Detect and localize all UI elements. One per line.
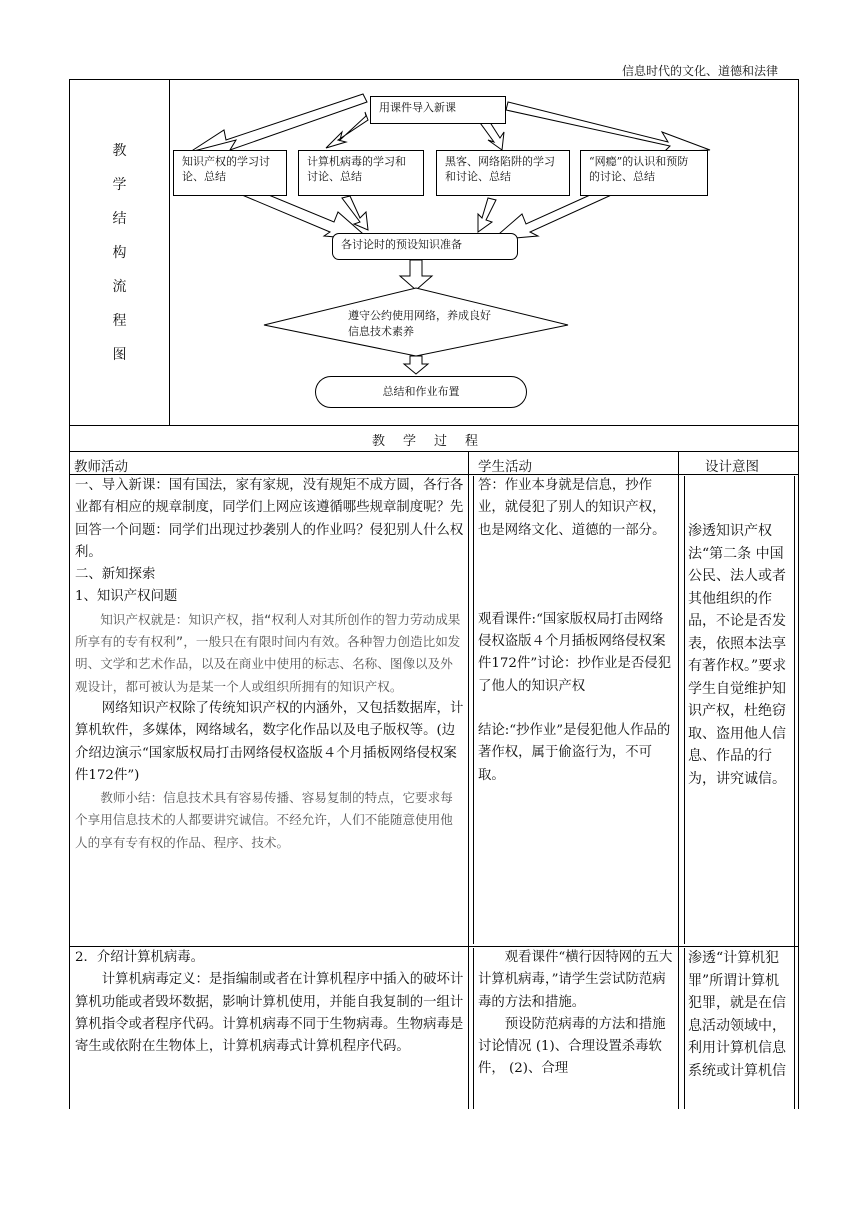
paragraph: 渗透知识产权法“第二条 中国公民、法人或者其他组织的作品，不论是否发表，依照本法享有著作权。”要求学生自觉维护知识产权，杜绝窃取、盗用他人信息、作品的行为，讲究诚信。 (688, 523, 787, 787)
row1-design (688, 520, 792, 940)
paragraph: 观看课件“横行因特网的五大计算机病毒，”请学生尝试防范病毒的方法和措施。 (478, 950, 673, 1010)
paragraph: 观看课件:“国家版权局打击网络侵权盗版４个月插板网络侵权案件172件”讨论：抄作业是否侵犯了他人的知识产权 (478, 611, 672, 694)
arrow-shape (478, 198, 496, 232)
addiction-box: “网瘾”的认识和预防的讨论、总结 (580, 150, 708, 196)
flow-diagram (170, 80, 798, 425)
paragraph: 一、导入新课：国有国法，家有家规，没有规矩不成方圆，各行各业都有相应的规章制度，同学们上网应该遵循哪些规章制度呢？先回答一个问题：同学们出现过抄袭别人的作业吗？侵犯别人什么权利。 (75, 478, 464, 560)
col-design: 设计意图 (705, 459, 759, 475)
label-char: 流 (112, 278, 127, 295)
row1-student (478, 475, 676, 945)
divider (684, 948, 685, 1109)
paragraph: 知识产权就是：知识产权，指“权利人对其所创作的智力劳动成果所享有的专有权利”，一般只在有限时间内有效。各种智力创造比如发明、文学和艺术作品，以及在商业中使用的标志、名称、图像以及外观设计，都可被认为是某一个人或组织所拥有的知识产权。 (75, 611, 461, 694)
summary-box: 总结和作业布置 (315, 376, 527, 408)
ip-box: 知识产权的学习讨论、总结 (173, 150, 287, 196)
col-student: 学生活动 (478, 459, 532, 475)
paragraph: 教师小结：信息技术具有容易传播、容易复制的特点，它要求每个享用信息技术的人都要讲究诚信。不经允许，人们不能随意使用他人的享有专有权的作品、程序、技术。 (75, 790, 453, 850)
paragraph: 计算机病毒定义：是指编制或者在计算机程序中插入的破坏计算机功能或者毁坏数据，影响计算机使用，并能自我复制的一组计算机指令或者程序代码。计算机病毒不同于生物病毒。生物病毒是寄生或依附在生物体上，计算机病毒式计算机程序代码。 (75, 972, 464, 1055)
arrow-shape (506, 102, 710, 152)
divider (684, 476, 685, 944)
virus-box: 计算机病毒的学习和讨论、总结 (298, 150, 424, 196)
arrow-shape (400, 260, 432, 290)
page-header: 信息时代的文化、道德和法律 (621, 64, 778, 78)
intro-box: 用课件导入新课 (370, 96, 506, 124)
paragraph: 结论:“抄作业”是侵犯他人作品的著作权，属于偷盗行为，不可取。 (478, 723, 671, 783)
arrow-shape (404, 356, 428, 374)
divider (794, 476, 795, 1109)
row2-student (478, 947, 676, 1107)
diamond-text: 遵守公约使用网络，养成良好信息技术素养 (348, 309, 491, 338)
paragraph: 预设防范病毒的方法和措施讨论情况 (1)、合理设置杀毒软件， (2)、合理 (478, 1016, 666, 1077)
paragraph: 二、新知探索 (75, 567, 156, 583)
prep-box: 各讨论时的预设知识准备 (332, 233, 518, 260)
label-char: 结 (112, 210, 127, 227)
paragraph: 答：作业本身就是信息，抄作业，就侵犯了别人的知识产权，也是网络文化、道德的一部分。 (478, 478, 666, 538)
divider (69, 451, 799, 452)
paragraph: 2．介绍计算机病毒。 (75, 950, 205, 965)
col-teacher: 教师活动 (74, 459, 128, 475)
hacker-box: 黑客、网络陷阱的学习和讨论、总结 (436, 150, 570, 196)
label-char: 程 (112, 312, 127, 329)
divider (468, 451, 469, 1109)
label-char: 图 (112, 346, 127, 363)
paragraph: 1、知识产权问题 (75, 589, 178, 605)
label-char: 构 (112, 244, 127, 261)
divider (69, 425, 799, 426)
process-title: 教学过程 (371, 434, 496, 449)
row2-teacher (75, 947, 465, 1107)
paragraph: 网络知识产权除了传统知识产权的内涵外，又包括数据库，计算机软件，多媒体，网络域名，数字化作品以及电子版权等。(边介绍边演示“国家版权局打击网络侵权盗版４个月插板网络侵权案件172件”) (75, 700, 464, 783)
label-char: 教 (112, 142, 127, 159)
structure-label (70, 80, 169, 425)
divider (473, 948, 474, 1109)
divider (678, 451, 679, 1109)
row2-design (688, 947, 792, 1107)
divider (473, 476, 474, 944)
paragraph: 渗透“计算机犯罪”所谓计算机犯罪，就是在信息活动领域中，利用计算机信息系统或计算机信 (688, 950, 786, 1079)
label-char: 学 (112, 176, 127, 193)
arrow-shape (326, 112, 368, 148)
row1-teacher (75, 475, 465, 945)
